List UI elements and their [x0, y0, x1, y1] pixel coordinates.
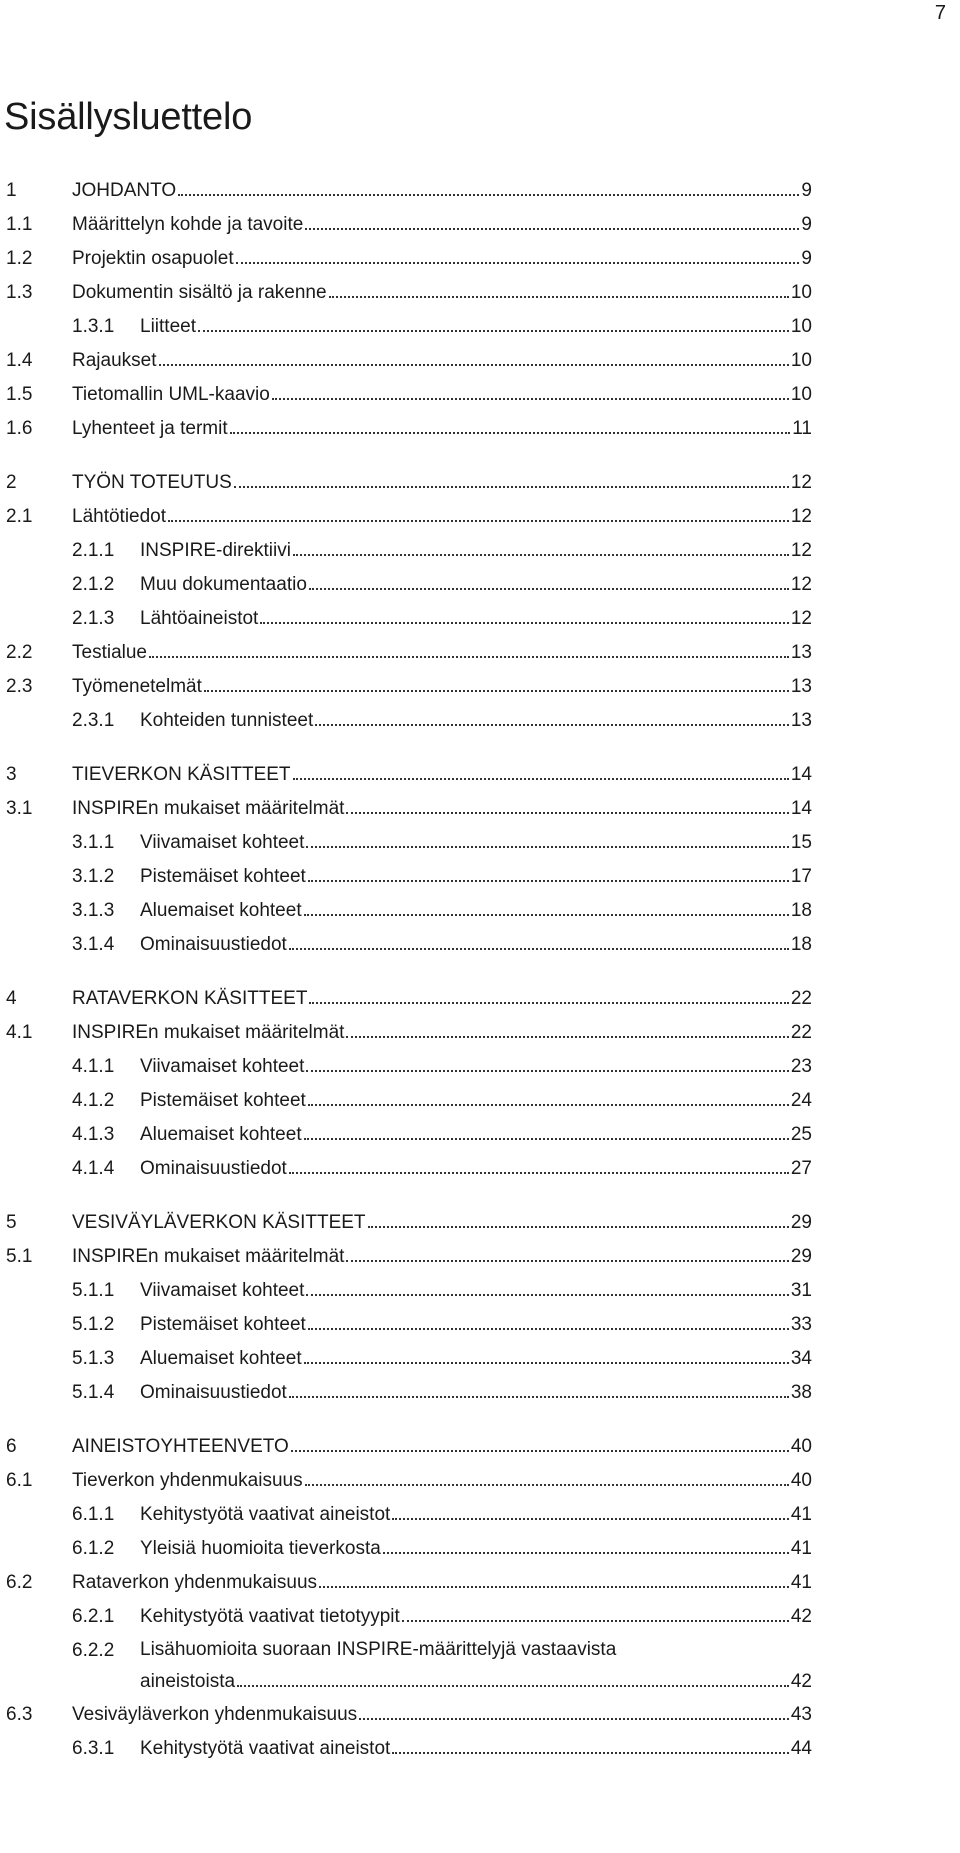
toc-entry-page: 42	[790, 1606, 812, 1627]
toc-entry-body	[72, 758, 812, 792]
toc-entry-page: 34	[790, 1348, 812, 1369]
toc-entry-body	[140, 928, 812, 962]
toc-entry-label: INSPIREn mukaiset määritelmät	[72, 1022, 345, 1043]
toc-entry-label: VESIVÄYLÄVERKON KÄSITTEET	[72, 1212, 366, 1233]
toc-entry-body	[72, 670, 812, 704]
toc-entry-page: 24	[790, 1090, 812, 1111]
toc-entry-body	[72, 1566, 812, 1600]
toc-entry-body	[140, 1532, 812, 1566]
toc-dot-leader	[236, 262, 800, 264]
toc-entry-number: 3.1.4	[72, 934, 115, 955]
toc-dot-leader	[308, 1104, 789, 1106]
toc-entry-number: 3.1.3	[72, 900, 115, 921]
toc-entry-label: Liitteet	[140, 316, 196, 337]
toc-entry-number: 1.4	[6, 350, 33, 371]
toc-entry-number: 2.2	[6, 642, 33, 663]
toc-entry-page: 18	[790, 900, 812, 921]
toc-entry-page: 13	[790, 676, 812, 697]
toc-entry-page: 14	[790, 798, 812, 819]
toc-entry-body	[72, 1430, 812, 1464]
toc-entry-label: Lähtötiedot	[72, 506, 167, 527]
toc-dot-leader	[291, 1450, 789, 1452]
toc-entry-label: Viivamaiset kohteet	[140, 1056, 305, 1077]
toc-entry-body	[140, 1274, 812, 1308]
toc-entry-page: 43	[790, 1704, 812, 1725]
toc-entry-body	[72, 792, 812, 826]
toc-entry-number: 4	[6, 988, 17, 1009]
toc-entry-body	[72, 1698, 812, 1732]
toc-entry-body	[140, 1118, 812, 1152]
toc-dot-leader	[346, 812, 788, 814]
toc-entry-number: 1.2	[6, 248, 33, 269]
toc-entry-body	[72, 1240, 812, 1274]
toc-dot-leader	[368, 1226, 789, 1228]
toc-entry[interactable]	[0, 602, 960, 636]
toc-entry-page: 29	[790, 1246, 812, 1267]
toc-entry-label: Testialue	[72, 642, 147, 663]
toc-entry-number: 2.1.3	[72, 608, 115, 629]
toc-dot-leader	[159, 364, 789, 366]
toc-dot-leader	[305, 1484, 789, 1486]
toc-entry-page: 23	[790, 1056, 812, 1077]
toc-entry-label: Määrittelyn kohde ja tavoite	[72, 214, 304, 235]
toc-entry-page: 10	[790, 316, 812, 337]
toc-entry[interactable]	[0, 310, 960, 344]
toc-dot-leader	[304, 1138, 789, 1140]
toc-entry-label: Vesiväyläverkon yhdenmukaisuus	[72, 1704, 358, 1725]
toc-entry-number: 3.1.1	[72, 832, 115, 853]
toc-entry-page: 33	[790, 1314, 812, 1335]
toc-entry-number: 2.1.1	[72, 540, 115, 561]
toc-entry-number: 6.2	[6, 1572, 33, 1593]
toc-entry-body	[140, 1732, 812, 1766]
toc-dot-leader	[308, 880, 789, 882]
toc-dot-leader	[308, 1328, 789, 1330]
toc-dot-leader	[346, 1036, 788, 1038]
toc-dot-leader	[272, 398, 789, 400]
toc-entry[interactable]	[0, 894, 960, 928]
toc-entry-body	[72, 276, 812, 310]
toc-entry-label: Aluemaiset kohteet	[140, 1124, 302, 1145]
toc-dot-leader	[293, 778, 789, 780]
toc-entry-page: 11	[792, 418, 812, 439]
toc-entry-number: 1	[6, 180, 17, 201]
toc-entry-number: 5.1.2	[72, 1314, 115, 1335]
toc-entry-page: 22	[790, 1022, 812, 1043]
toc-entry-number: 4.1.1	[72, 1056, 115, 1077]
toc-entry-body	[140, 860, 812, 894]
toc-entry-page: 17	[790, 866, 812, 887]
table-of-contents	[0, 174, 960, 1766]
toc-entry-label-continued: aineistoista	[140, 1671, 236, 1692]
toc-entry-body	[140, 1600, 812, 1634]
toc-entry-label: JOHDANTO	[72, 180, 177, 201]
toc-dot-leader	[359, 1718, 789, 1720]
toc-entry-label: Lyhenteet ja termit	[72, 418, 228, 439]
toc-dot-leader	[204, 690, 789, 692]
toc-dot-leader	[383, 1552, 789, 1554]
toc-entry[interactable]	[0, 928, 960, 962]
toc-entry-number: 5.1.1	[72, 1280, 115, 1301]
toc-entry-page: 13	[790, 710, 812, 731]
toc-dot-leader	[306, 1294, 788, 1296]
toc-entry-number: 4.1	[6, 1022, 33, 1043]
toc-entry-page: 9	[801, 214, 812, 235]
toc-dot-leader	[319, 1586, 789, 1588]
toc-entry-label: INSPIREn mukaiset määritelmät	[72, 1246, 345, 1267]
toc-entry[interactable]	[0, 1430, 960, 1464]
toc-entry[interactable]	[0, 1274, 960, 1308]
toc-entry-label: Pistemäiset kohteet	[140, 1090, 306, 1111]
toc-entry-page: 29	[790, 1212, 812, 1233]
toc-dot-leader	[230, 432, 791, 434]
toc-entry-body	[140, 894, 812, 928]
toc-entry-label: Ominaisuustiedot	[140, 934, 287, 955]
toc-entry-number: 6.2.2	[72, 1640, 115, 1661]
toc-entry-number: 3.1.2	[72, 866, 115, 887]
toc-entry[interactable]	[0, 704, 960, 738]
toc-entry-body	[72, 378, 812, 412]
page-number: 7	[934, 2, 946, 24]
toc-entry-page: 10	[790, 282, 812, 303]
toc-entry-number: 5.1.3	[72, 1348, 115, 1369]
toc-entry-body	[72, 636, 812, 670]
toc-entry[interactable]	[0, 792, 960, 826]
toc-entry[interactable]	[0, 1308, 960, 1342]
toc-entry[interactable]	[0, 174, 960, 208]
toc-entry-label: Aluemaiset kohteet	[140, 900, 302, 921]
toc-entry[interactable]	[0, 568, 960, 602]
toc-entry-page: 41	[790, 1572, 812, 1593]
toc-entry-body	[140, 602, 812, 636]
toc-entry-number: 6.1	[6, 1470, 33, 1491]
toc-dot-leader	[329, 296, 789, 298]
toc-entry-body	[72, 174, 812, 208]
toc-entry-label: Rajaukset	[72, 350, 157, 371]
toc-entry-body	[140, 1308, 812, 1342]
toc-entry-page: 9	[801, 248, 812, 269]
toc-dot-leader	[305, 228, 799, 230]
toc-entry-number: 6.3	[6, 1704, 33, 1725]
toc-entry-body	[140, 1376, 812, 1410]
toc-entry-body	[72, 466, 812, 500]
toc-entry-label: Kehitystyötä vaativat aineistot	[140, 1504, 391, 1525]
toc-dot-leader	[260, 622, 789, 624]
toc-dot-leader	[289, 1396, 789, 1398]
toc-dot-leader	[168, 520, 789, 522]
toc-entry[interactable]	[0, 982, 960, 1016]
toc-entry-number: 3.1	[6, 798, 33, 819]
toc-entry-body	[72, 242, 812, 276]
toc-entry-body	[140, 1050, 812, 1084]
toc-entry-page: 15	[790, 832, 812, 853]
toc-entry-body	[140, 1634, 812, 1698]
toc-entry-label: AINEISTOYHTEENVETO	[72, 1436, 289, 1457]
toc-entry-label: Viivamaiset kohteet	[140, 1280, 305, 1301]
toc-entry-page: 18	[790, 934, 812, 955]
toc-entry-number: 1.5	[6, 384, 33, 405]
toc-entry-page: 13	[790, 642, 812, 663]
toc-entry-body	[140, 1152, 812, 1186]
toc-entry-number: 5	[6, 1212, 17, 1233]
toc-entry-number: 3	[6, 764, 17, 785]
toc-entry[interactable]	[0, 860, 960, 894]
toc-entry-body	[140, 568, 812, 602]
toc-entry-page: 31	[790, 1280, 812, 1301]
toc-entry-page: 40	[790, 1436, 812, 1457]
toc-entry[interactable]	[0, 378, 960, 412]
toc-entry[interactable]	[0, 1084, 960, 1118]
toc-entry-body	[140, 1342, 812, 1376]
toc-entry-label: Ominaisuustiedot	[140, 1158, 287, 1179]
toc-entry[interactable]	[0, 466, 960, 500]
toc-entry[interactable]	[0, 534, 960, 568]
toc-entry[interactable]	[0, 242, 960, 276]
toc-dot-leader	[293, 554, 789, 556]
toc-entry-page: 10	[790, 384, 812, 405]
toc-entry[interactable]	[0, 1532, 960, 1566]
toc-entry[interactable]	[0, 1498, 960, 1532]
toc-entry[interactable]	[0, 670, 960, 704]
toc-entry-page: 10	[790, 350, 812, 371]
toc-dot-leader	[306, 1070, 788, 1072]
toc-entry-label: Aluemaiset kohteet	[140, 1348, 302, 1369]
toc-dot-leader	[304, 914, 789, 916]
toc-entry[interactable]	[0, 1566, 960, 1600]
toc-entry-body	[72, 344, 812, 378]
toc-entry[interactable]	[0, 636, 960, 670]
toc-entry-number: 6.3.1	[72, 1738, 115, 1759]
toc-entry-body	[140, 310, 812, 344]
toc-entry-body	[72, 500, 812, 534]
toc-entry-body	[72, 1016, 812, 1050]
toc-entry-page: 12	[790, 540, 812, 561]
page-title: Sisällysluettelo	[4, 96, 253, 138]
toc-entry-number: 4.1.3	[72, 1124, 115, 1145]
toc-entry-number: 2	[6, 472, 17, 493]
toc-dot-leader	[149, 656, 789, 658]
toc-entry-label: Tietomallin UML-kaavio	[72, 384, 270, 405]
toc-entry[interactable]	[0, 1016, 960, 1050]
toc-entry-number: 6.1.1	[72, 1504, 115, 1525]
toc-entry-body	[140, 1084, 812, 1118]
toc-entry[interactable]	[0, 1206, 960, 1240]
toc-entry-label: TIEVERKON KÄSITTEET	[72, 764, 291, 785]
toc-dot-leader	[402, 1620, 789, 1622]
toc-entry-label: TYÖN TOTEUTUS	[72, 472, 232, 493]
toc-entry-label: Muu dokumentaatio	[140, 574, 307, 595]
toc-entry-body	[140, 1498, 812, 1532]
toc-entry-page: 12	[790, 472, 812, 493]
toc-entry-line	[140, 1666, 812, 1698]
toc-entry-body	[72, 1464, 812, 1498]
toc-entry[interactable]	[0, 208, 960, 242]
toc-entry-label: Pistemäiset kohteet	[140, 1314, 306, 1335]
toc-entry-page: 25	[790, 1124, 812, 1145]
toc-entry[interactable]	[0, 1240, 960, 1274]
toc-entry-page: 9	[801, 180, 812, 201]
toc-dot-leader	[306, 846, 788, 848]
toc-entry[interactable]	[0, 344, 960, 378]
toc-dot-leader	[237, 1685, 789, 1687]
toc-entry-label: INSPIRE-direktiivi	[140, 540, 291, 561]
toc-entry-body	[72, 982, 812, 1016]
toc-entry-body	[72, 208, 812, 242]
toc-entry-label: INSPIREn mukaiset määritelmät	[72, 798, 345, 819]
toc-entry-label: Dokumentin sisältö ja rakenne	[72, 282, 327, 303]
toc-entry-page: 38	[790, 1382, 812, 1403]
toc-entry[interactable]	[0, 1732, 960, 1766]
toc-entry[interactable]	[0, 826, 960, 860]
toc-entry-body	[72, 1206, 812, 1240]
toc-entry-label: Työmenetelmät	[72, 676, 202, 697]
toc-dot-leader	[309, 588, 789, 590]
toc-entry-page: 27	[790, 1158, 812, 1179]
toc-entry[interactable]	[0, 1698, 960, 1732]
toc-entry-line	[140, 1634, 812, 1666]
toc-entry-page: 14	[790, 764, 812, 785]
toc-entry-body	[140, 534, 812, 568]
toc-entry-label: Kohteiden tunnisteet	[140, 710, 314, 731]
toc-entry-label: Kehitystyötä vaativat tietotyypit	[140, 1606, 400, 1627]
toc-entry-number: 5.1.4	[72, 1382, 115, 1403]
toc-entry-page: 41	[790, 1504, 812, 1525]
toc-dot-leader	[289, 948, 789, 950]
toc-entry-page: 40	[790, 1470, 812, 1491]
toc-entry-number: 1.1	[6, 214, 33, 235]
toc-entry-number: 1.3.1	[72, 316, 115, 337]
toc-dot-leader	[304, 1362, 789, 1364]
toc-entry[interactable]	[0, 1050, 960, 1084]
toc-entry-number: 2.1.2	[72, 574, 115, 595]
toc-entry[interactable]	[0, 412, 960, 446]
toc-entry-number: 2.1	[6, 506, 33, 527]
toc-entry-page: 41	[790, 1538, 812, 1559]
toc-entry-number: 4.1.4	[72, 1158, 115, 1179]
toc-entry-page: 42	[790, 1671, 812, 1692]
toc-entry-label: Viivamaiset kohteet	[140, 832, 305, 853]
toc-entry-number: 2.3.1	[72, 710, 115, 731]
toc-entry[interactable]	[0, 1342, 960, 1376]
toc-entry-label: Tieverkon yhdenmukaisuus	[72, 1470, 303, 1491]
toc-entry[interactable]	[0, 1152, 960, 1186]
toc-entry-page: 12	[790, 506, 812, 527]
toc-entry[interactable]	[0, 1464, 960, 1498]
toc-entry-label: Projektin osapuolet	[72, 248, 234, 269]
toc-entry-label: Lähtöaineistot	[140, 608, 259, 629]
toc-entry-page: 12	[790, 574, 812, 595]
toc-entry-number: 6	[6, 1436, 17, 1457]
toc-entry-label: Pistemäiset kohteet	[140, 866, 306, 887]
toc-entry[interactable]	[0, 758, 960, 792]
toc-dot-leader	[198, 330, 789, 332]
toc-dot-leader	[392, 1518, 789, 1520]
toc-entry[interactable]	[0, 1376, 960, 1410]
toc-entry-number: 4.1.2	[72, 1090, 115, 1111]
toc-entry-number: 2.3	[6, 676, 33, 697]
toc-entry-label: Rataverkon yhdenmukaisuus	[72, 1572, 318, 1593]
toc-entry-number: 1.6	[6, 418, 33, 439]
toc-entry[interactable]	[0, 1118, 960, 1152]
toc-entry-page: 22	[790, 988, 812, 1009]
toc-entry[interactable]	[0, 1634, 960, 1698]
toc-entry-number: 6.1.2	[72, 1538, 115, 1559]
toc-entry[interactable]	[0, 500, 960, 534]
toc-entry-label: Lisähuomioita suoraan INSPIRE-määrittelyjä vastaavista	[140, 1639, 617, 1660]
toc-entry[interactable]	[0, 276, 960, 310]
toc-entry-label: RATAVERKON KÄSITTEET	[72, 988, 308, 1009]
toc-entry[interactable]	[0, 1600, 960, 1634]
toc-entry-label: Kehitystyötä vaativat aineistot	[140, 1738, 391, 1759]
toc-entry-body	[140, 704, 812, 738]
toc-entry-body	[140, 826, 812, 860]
toc-dot-leader	[289, 1172, 789, 1174]
toc-entry-page: 44	[790, 1738, 812, 1759]
toc-dot-leader	[392, 1752, 789, 1754]
toc-dot-leader	[234, 486, 789, 488]
toc-entry-body	[72, 412, 812, 446]
toc-entry-number: 5.1	[6, 1246, 33, 1267]
toc-entry-label: Yleisiä huomioita tieverkosta	[140, 1538, 381, 1559]
toc-dot-leader	[309, 1002, 788, 1004]
toc-entry-page: 12	[790, 608, 812, 629]
toc-entry-number: 6.2.1	[72, 1606, 115, 1627]
toc-dot-leader	[315, 724, 789, 726]
toc-entry-number: 1.3	[6, 282, 33, 303]
toc-entry-label: Ominaisuustiedot	[140, 1382, 287, 1403]
toc-dot-leader	[346, 1260, 788, 1262]
toc-dot-leader	[178, 194, 799, 196]
